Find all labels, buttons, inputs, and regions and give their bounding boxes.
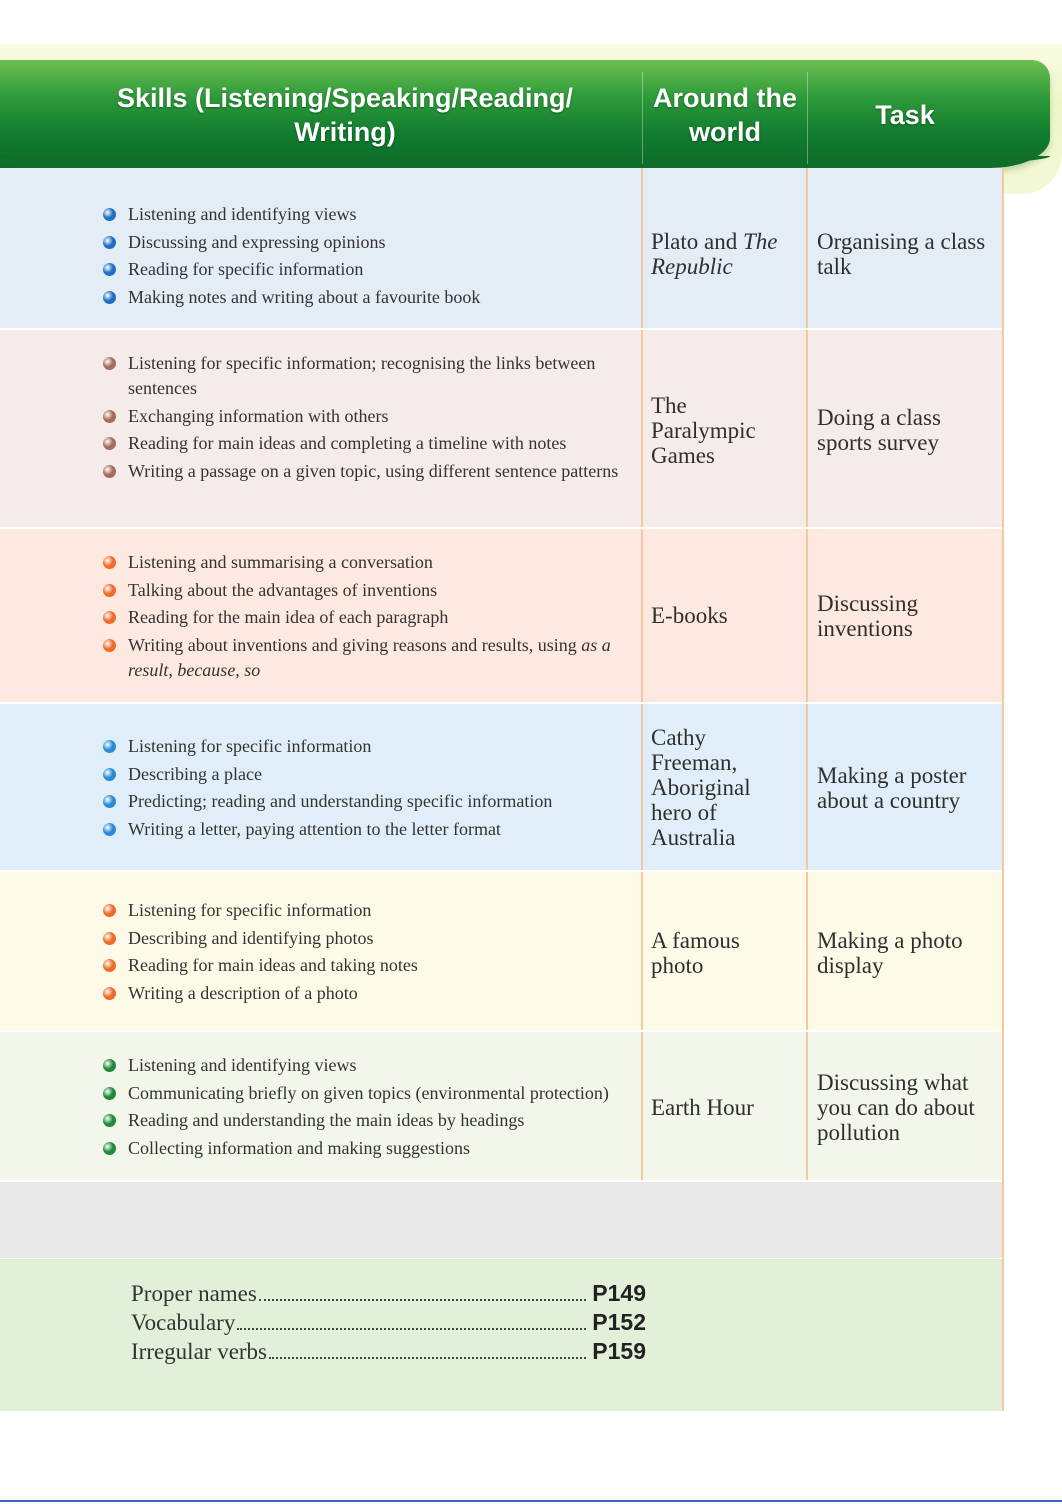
unit-row <box>0 704 1002 872</box>
skill-item <box>100 1081 640 1106</box>
skill-item <box>100 981 640 1006</box>
unit-row <box>0 872 1002 1032</box>
bullet-dot-icon <box>103 987 116 1000</box>
skill-text: Listening and identifying views <box>128 204 357 224</box>
skills-list <box>100 734 640 844</box>
bullet-dot-icon <box>103 1114 116 1127</box>
bullet-dot-icon <box>103 208 116 221</box>
around-the-world-cell: A famous photo <box>651 928 740 978</box>
task-cell: Doing a class sports survey <box>817 405 941 455</box>
skill-text: Reading for specific information <box>128 259 364 279</box>
unit-row <box>0 529 1002 704</box>
bullet-dot-icon <box>103 823 116 836</box>
skill-item <box>100 230 640 255</box>
header-skills-line2: Writing) <box>294 117 396 147</box>
skill-text: Writing a letter, paying attention to the letter format <box>128 818 501 839</box>
unit-row <box>0 1032 1002 1182</box>
bullet-dot-icon <box>103 410 116 423</box>
skill-item <box>100 898 640 923</box>
index-page: P152 <box>592 1309 646 1335</box>
skill-item <box>100 459 640 484</box>
around-the-world-cell: Plato and The Republic <box>651 229 778 279</box>
column-divider <box>641 529 643 702</box>
header-task: Task <box>875 100 935 130</box>
bullet-dot-icon <box>103 236 116 249</box>
skill-item <box>100 734 640 759</box>
task-cell: Discussing what you can do about pollution <box>817 1070 975 1145</box>
index-entry[interactable] <box>131 1309 646 1338</box>
unit-row <box>0 330 1002 529</box>
header-world <box>643 70 807 160</box>
dot-leader <box>259 1299 586 1301</box>
dot-leader <box>237 1328 586 1330</box>
dot-leader <box>269 1357 586 1359</box>
skill-text: Writing a description of a photo <box>128 982 358 1003</box>
column-divider <box>641 168 643 328</box>
skill-text: Listening for specific information <box>128 736 372 756</box>
skill-text: Collecting information and making suggestions <box>128 1137 470 1158</box>
bullet-dot-icon <box>103 263 116 276</box>
skill-text: Writing a passage on a given topic, using different sentence patterns <box>128 460 619 481</box>
skill-item <box>100 257 640 282</box>
skill-text: Reading for main ideas and taking notes <box>128 955 418 975</box>
skills-list <box>100 1053 640 1163</box>
around-the-world-cell: Earth Hour <box>651 1095 754 1120</box>
bullet-dot-icon <box>103 639 116 652</box>
header-world-line2: world <box>688 117 761 147</box>
skill-text: Describing and identifying photos <box>128 927 374 948</box>
bullet-dot-icon <box>103 1087 116 1100</box>
column-divider <box>806 704 808 870</box>
skill-text: Listening and summarising a conversation <box>128 552 433 572</box>
bottom-rule <box>0 1500 1062 1502</box>
skills-list <box>100 351 640 486</box>
skill-text: Listening for specific information; recognising the links between sentences <box>128 353 596 398</box>
column-divider <box>641 330 643 527</box>
skill-item <box>100 202 640 227</box>
bullet-dot-icon <box>103 584 116 597</box>
bullet-dot-icon <box>103 959 116 972</box>
around-the-world-cell: E-books <box>651 603 728 628</box>
skill-item <box>100 285 640 310</box>
skills-list <box>100 550 640 685</box>
skill-text: Writing about inventions and giving reasons and results, using <box>128 634 582 655</box>
bullet-dot-icon <box>103 740 116 753</box>
column-divider <box>806 1032 808 1180</box>
column-divider <box>806 872 808 1030</box>
around-the-world-cell: Cathy Freeman, Aboriginal hero of Australia <box>651 725 751 850</box>
skill-text: Making notes and writing about a favourite book <box>128 286 481 307</box>
skill-item <box>100 404 640 429</box>
index-label: Vocabulary <box>131 1310 236 1335</box>
column-divider <box>641 872 643 1030</box>
skill-text: Reading for main ideas and completing a timeline with notes <box>128 433 567 453</box>
bullet-dot-icon <box>103 932 116 945</box>
skill-text: Listening for specific information <box>128 900 372 920</box>
index-entry[interactable] <box>131 1280 646 1309</box>
column-divider <box>641 1032 643 1180</box>
skill-item <box>100 633 640 683</box>
index-page: P159 <box>592 1338 646 1364</box>
bullet-dot-icon <box>103 357 116 370</box>
skill-item <box>100 431 640 456</box>
skill-text: Predicting; reading and understanding specific information <box>128 791 553 811</box>
skills-list <box>100 202 640 312</box>
column-divider <box>806 330 808 527</box>
skill-text: Discussing and expressing opinions <box>128 231 386 252</box>
bullet-dot-icon <box>103 611 116 624</box>
bullet-dot-icon <box>103 437 116 450</box>
skill-text: Exchanging information with others <box>128 405 389 426</box>
skill-text: Describing a place <box>128 763 262 784</box>
unit-row <box>0 168 1002 330</box>
column-divider <box>641 704 643 870</box>
skill-text: Reading and understanding the main ideas by headings <box>128 1110 525 1130</box>
bullet-dot-icon <box>103 795 116 808</box>
skill-item <box>100 1136 640 1161</box>
skill-item <box>100 789 640 814</box>
skill-item <box>100 1053 640 1078</box>
around-the-world-cell: The Paralympic Games <box>651 393 756 468</box>
blank-band <box>0 1182 1002 1258</box>
appendix-index <box>0 1259 1002 1411</box>
task-cell: Making a poster about a country <box>817 763 967 813</box>
bullet-dot-icon <box>103 556 116 569</box>
index-label: Irregular verbs <box>131 1339 268 1364</box>
skill-item <box>100 351 640 401</box>
header-world-line1: Around the <box>653 83 797 113</box>
column-divider <box>806 168 808 328</box>
task-cell: Discussing inventions <box>817 591 918 641</box>
bullet-dot-icon <box>103 291 116 304</box>
task-cell: Organising a class talk <box>817 229 986 279</box>
header-skills <box>90 70 600 160</box>
index-page: P149 <box>592 1280 646 1306</box>
skill-text: Reading for the main idea of each paragraph <box>128 607 449 627</box>
skill-item <box>100 953 640 978</box>
skill-item <box>100 762 640 787</box>
column-divider <box>806 529 808 702</box>
bullet-dot-icon <box>103 1142 116 1155</box>
skill-text: Listening and identifying views <box>128 1055 357 1075</box>
bullet-dot-icon <box>103 1059 116 1072</box>
skill-item <box>100 926 640 951</box>
bullet-dot-icon <box>103 768 116 781</box>
task-cell: Making a photo display <box>817 928 963 978</box>
header-skills-line1: Skills (Listening/Speaking/Reading/ <box>116 83 574 113</box>
skill-item <box>100 817 640 842</box>
skill-item <box>100 550 640 575</box>
skill-item <box>100 578 640 603</box>
index-label: Proper names <box>131 1281 257 1306</box>
skill-item <box>100 1108 640 1133</box>
skills-list <box>100 898 640 1008</box>
index-entry[interactable] <box>131 1338 646 1367</box>
skill-text: Talking about the advantages of inventions <box>128 579 438 600</box>
right-edge-rule <box>1002 168 1004 1411</box>
bullet-dot-icon <box>103 465 116 478</box>
bullet-dot-icon <box>103 904 116 917</box>
skill-item <box>100 605 640 630</box>
skill-text-italic: as a result, because, so <box>128 634 611 680</box>
skill-text: Communicating briefly on given topics (environmental protection) <box>128 1082 609 1103</box>
